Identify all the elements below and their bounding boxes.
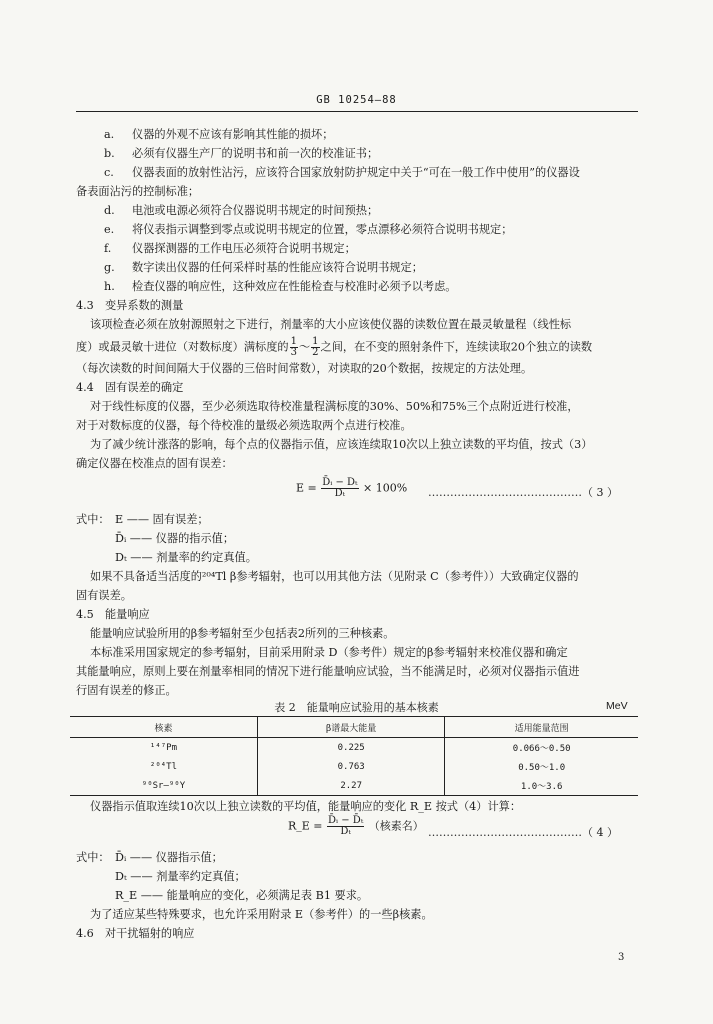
table-cell: 0.763 (257, 757, 444, 776)
table-cell: 1.0～3.6 (445, 776, 638, 796)
paragraph-line: 为了适应某些特殊要求，也允许采用附录 E（参考件）的一些β核素。 (90, 908, 433, 921)
table-row (70, 738, 638, 758)
fraction-numerator: 1 (312, 336, 319, 347)
item-text: 电池或电源必须符合仪器说明书规定的时间预热； (132, 204, 379, 217)
dot-leader: …………………………………… (428, 826, 582, 839)
list-item-g (104, 261, 423, 275)
equation-3 (296, 478, 407, 499)
fraction-numerator: 1 (290, 336, 297, 347)
equation-fraction (327, 816, 364, 837)
table-cell: 0.50～1.0 (445, 757, 638, 776)
equation-lhs: E = (296, 481, 317, 495)
fraction-one-half (311, 337, 319, 358)
equation-rhs: × 100% (363, 481, 408, 495)
table-cell: ²⁰⁴Tl (149, 761, 178, 772)
nuclide-table (70, 716, 638, 796)
table-caption: 表 2 能量响应试验用的基本核素 (274, 701, 439, 714)
paragraph-line: 该项检查必须在放射源照射之下进行，剂量率的大小应该使仪器的读数位置在最灵敏量程（线性标 (90, 318, 572, 331)
list-item-a (104, 128, 333, 142)
item-label: f. (104, 242, 112, 255)
table-row (70, 757, 638, 776)
paragraph-line: 本标准采用国家规定的参考辐射，目前采用附录 D（参考件）规定的β参考辐射来校准仪器和确定 (90, 646, 568, 659)
definition-line: Dₜ —— 剂量率的约定真值。 (115, 551, 257, 564)
definition-line: R_E —— 能量响应的变化，必须满足表 B1 要求。 (115, 889, 369, 902)
equation-3-leader (428, 484, 618, 500)
column-header: 适用能量范围 (445, 717, 638, 738)
list-item-c (104, 166, 580, 180)
equation-4 (288, 816, 424, 837)
paragraph-line: 能量响应试验所用的β参考辐射至少包括表2所列的三种核素。 (90, 627, 395, 640)
section-heading-4-4: 4.4 固有误差的确定 (76, 381, 184, 394)
text-run: 度）或最灵敏十进位（对数标度）满标度的 (76, 340, 289, 354)
item-text: 仪器的外观不应该有影响其性能的损坏； (132, 128, 334, 141)
tilde: ～ (298, 340, 311, 354)
table-cell: 0.066～0.50 (445, 738, 638, 758)
list-item-c-cont (76, 185, 199, 199)
fraction-denominator: 3 (290, 347, 297, 358)
definition-line: E —— 固有误差； (115, 513, 209, 526)
item-label: c. (104, 166, 114, 179)
where-lead: 式中： (76, 851, 110, 864)
equation-4-leader (428, 824, 618, 840)
page-header: GB 10254—88 (316, 94, 397, 106)
list-item-b (104, 147, 378, 161)
paragraph-line: 对于线性标度的仪器，至少必须选取待校准量程满标度的30%、50%和75%三个点附近进行校准， (90, 400, 579, 413)
paragraph-line: 对于对数标度的仪器，每个待校准的量级必须选取两个点进行校准。 (76, 419, 412, 432)
item-text: 将仪表指示调整到零点或说明书规定的位置，零点漂移必须符合说明书规定； (132, 223, 513, 236)
table-cell: ¹⁴⁷Pm (149, 742, 178, 753)
equation-number: （ 3 ） (582, 486, 618, 499)
item-text: 数字读出仪器的任何采样时基的性能应该符合说明书规定； (132, 261, 423, 274)
fraction-denominator: Dₜ (334, 488, 346, 499)
page-number: 3 (618, 952, 625, 963)
where-lead: 式中： (76, 513, 110, 526)
fraction-denominator: Dₜ (340, 826, 351, 837)
paragraph-line: 固有误差。 (76, 589, 132, 602)
equation-lhs: R_E = (288, 819, 323, 833)
item-label: h. (104, 280, 115, 293)
section-heading-4-3: 4.3 变异系数的测量 (76, 299, 184, 312)
equation-fraction (321, 478, 358, 499)
header-rule (76, 111, 638, 112)
paragraph-line: 其能量响应，原则上要在剂量率相同的情况下进行能量响应试验，当不能满足时，必须对仪器指示值进 (76, 665, 580, 678)
paragraph-line: 确定仪器在校准点的固有误差： (76, 457, 233, 470)
item-text: 备表面沾污的控制标准； (76, 185, 200, 198)
item-text: 检查仪器的响应性，这种效应在性能检查与校准时必须予以考虑。 (132, 280, 457, 293)
item-label: b. (104, 147, 115, 160)
item-label: e. (104, 223, 115, 236)
equation-rhs: （核素名） (368, 819, 424, 833)
definition-line: D̄ᵢ —— 仪器指示值； (115, 851, 223, 864)
table-cell: 2.27 (257, 776, 444, 796)
item-text: 仪器表面的放射性沾污，应该符合国家放射防护规定中关于“可在一般工作中使用”的仪器设 (132, 166, 580, 179)
table-row (70, 776, 638, 796)
item-text: 仪器探测器的工作电压必须符合说明书规定； (132, 242, 356, 255)
fraction-one-third (290, 337, 298, 358)
column-header: 核素 (70, 717, 257, 738)
section-heading-4-5: 4.5 能量响应 (76, 608, 150, 621)
list-item-h (104, 280, 456, 294)
definition-line: D̄ᵢ —— 仪器的指示值； (115, 532, 235, 545)
paragraph-line-with-fraction (76, 337, 592, 358)
table-header-row (70, 717, 638, 738)
text-run: 之间，在不变的照射条件下，连续读取20个独立的读数 (320, 340, 593, 354)
paragraph-line: 仪器指示值取连续10次以上独立读数的平均值，能量响应的变化 R_E 按式（4）计算： (90, 800, 522, 813)
item-label: d. (104, 204, 115, 217)
item-text: 必须有仪器生产厂的说明书和前一次的校准证书； (132, 147, 379, 160)
item-label: g. (104, 261, 115, 274)
paragraph-line: 行固有误差的修正。 (76, 684, 177, 697)
table-unit: MeV (606, 700, 628, 712)
table-cell: 0.225 (257, 738, 444, 758)
list-item-d (104, 204, 378, 218)
section-heading-4-6: 4.6 对干扰辐射的响应 (76, 927, 195, 940)
dot-leader: …………………………………… (428, 486, 582, 499)
table-cell: ⁹⁰Sr—⁹⁰Y (70, 776, 257, 796)
item-label: a. (104, 128, 115, 141)
fraction-denominator: 2 (312, 347, 319, 358)
paragraph-line: （每次读数的时间间隔大于仪器的三倍时间常数），对读取的20个数据，按规定的方法处理。 (76, 362, 533, 375)
fraction-numerator: D̄ᵢ − Dₜ (322, 477, 358, 488)
definition-line: Dₜ —— 剂量率约定真值； (115, 870, 246, 883)
list-item-f (104, 242, 356, 256)
fraction-numerator: D̄ᵢ − D̄ₜ (328, 815, 364, 826)
equation-number: （ 4 ） (582, 826, 618, 839)
paragraph-line: 如果不具备适当活度的²⁰⁴Tl β参考辐射，也可以用其他方法（见附录 C（参考件））大致确定仪器的 (90, 570, 579, 583)
paragraph-line: 为了减少统计涨落的影响，每个点的仪器指示值，应该连续取10次以上独立读数的平均值，按式（3） (90, 438, 593, 451)
list-item-e (104, 223, 512, 237)
column-header: β谱最大能量 (257, 717, 444, 738)
